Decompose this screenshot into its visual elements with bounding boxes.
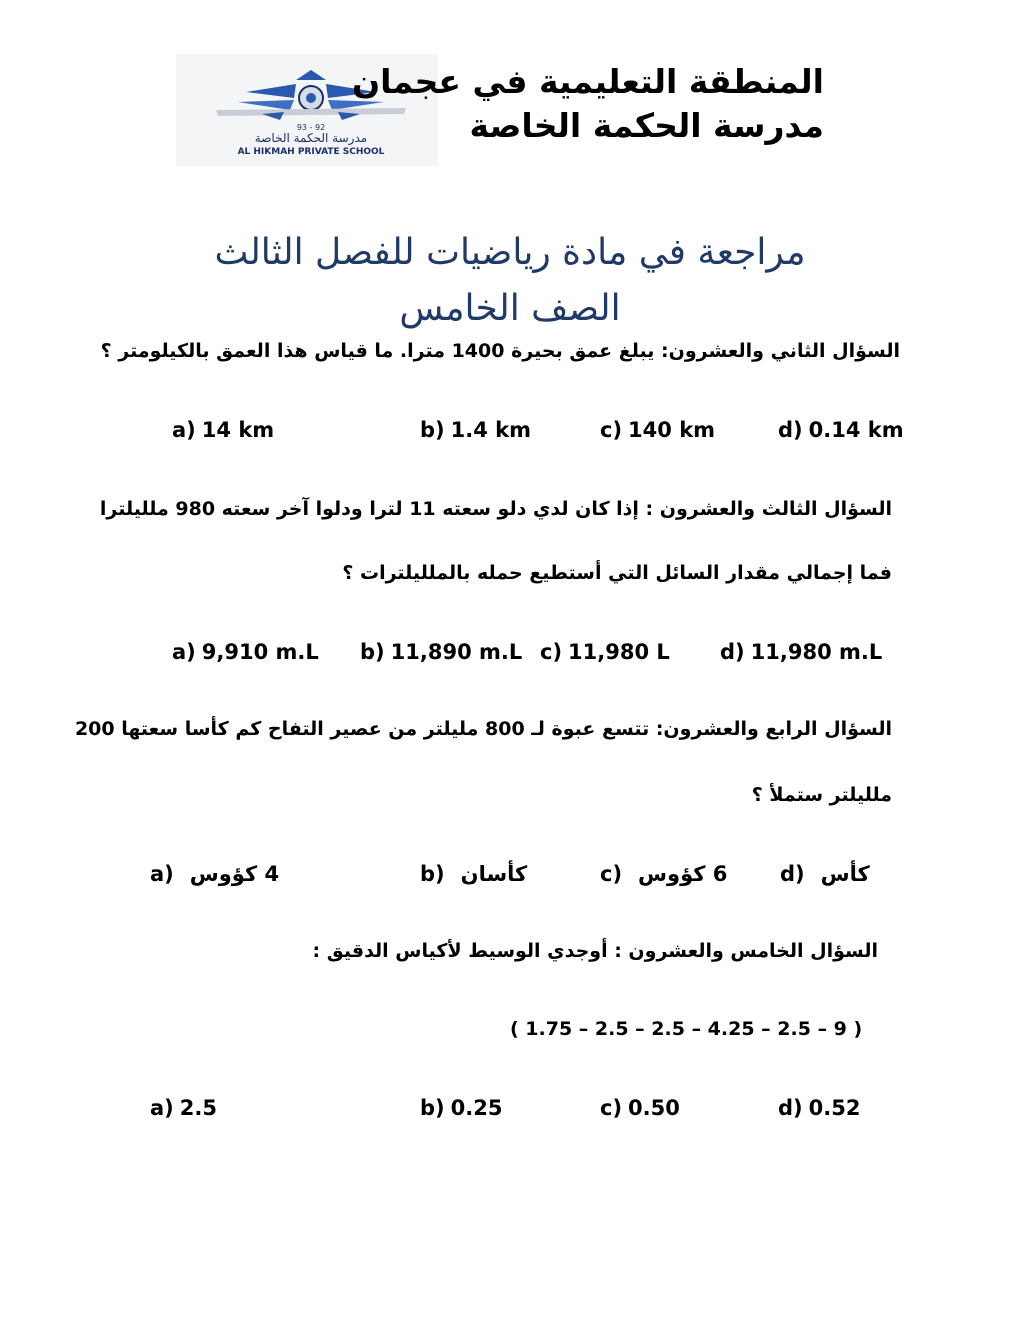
q25-option-c[interactable]: c) 0.50 — [600, 1096, 680, 1120]
page-subtitle: الصف الخامس — [399, 288, 621, 329]
q24-option-b[interactable]: b) كأسان — [420, 862, 528, 886]
question-22-text: السؤال الثاني والعشرون: يبلغ عمق بحيرة 1400 مترا. ما قياس هذا العمق بالكيلومتر ؟ — [100, 340, 900, 362]
logo-arabic-name: مدرسة الحكمة الخاصة — [254, 131, 368, 145]
question-24-text-line-2: ملليلتر ستملأ ؟ — [751, 784, 892, 806]
question-23-text-line-1: السؤال الثالث والعشرون : إذا كان لدي دلو سعته 11 لترا ودلوا آخر سعته 980 ملليلترا — [99, 498, 892, 520]
logo-code: 93 - 92 — [296, 123, 326, 132]
q23-option-c[interactable]: c) 11,980 L — [540, 640, 670, 664]
q22-option-d[interactable]: d) 0.14 km — [778, 418, 904, 442]
q25-option-a[interactable]: a) 2.5 — [150, 1096, 217, 1120]
q23-option-a[interactable]: a) 9,910 m.L — [172, 640, 319, 664]
q22-option-c[interactable]: c) 140 km — [600, 418, 716, 442]
question-24-text-line-1: السؤال الرابع والعشرون: تتسع عبوة لـ 800 مليلتر من عصير التفاح كم كأسا سعتها 200 — [74, 718, 892, 740]
q24-option-c[interactable]: c) 6 كؤوس — [600, 862, 728, 886]
q25-option-d[interactable]: d) 0.52 — [778, 1096, 861, 1120]
q25-option-b[interactable]: b) 0.25 — [420, 1096, 503, 1120]
logo-english-name: AL HIKMAH PRIVATE SCHOOL — [237, 147, 385, 157]
header-line-1: المنطقة التعليمية في عجمان — [351, 62, 824, 101]
q23-option-b[interactable]: b) 11,890 m.L — [360, 640, 523, 664]
q22-option-b[interactable]: b) 1.4 km — [420, 418, 532, 442]
question-25-data-sequence: ( 1.75 – 2.5 – 2.5 – 4.25 – 2.5 – 9 ) — [510, 1018, 863, 1040]
q24-option-d[interactable]: d) كأس — [780, 862, 870, 886]
question-25-text: السؤال الخامس والعشرون : أوجدي الوسيط لأكياس الدقيق : — [312, 940, 878, 962]
page-title: مراجعة في مادة رياضيات للفصل الثالث — [214, 232, 806, 273]
question-23-text-line-2: فما إجمالي مقدار السائل التي أستطيع حمله بالملليلترات ؟ — [342, 562, 892, 584]
q24-option-a[interactable]: a) 4 كؤوس — [150, 862, 280, 886]
header-line-2: مدرسة الحكمة الخاصة — [469, 106, 824, 145]
q23-option-d[interactable]: d) 11,980 m.L — [720, 640, 883, 664]
q22-option-a[interactable]: a) 14 km — [172, 418, 275, 442]
